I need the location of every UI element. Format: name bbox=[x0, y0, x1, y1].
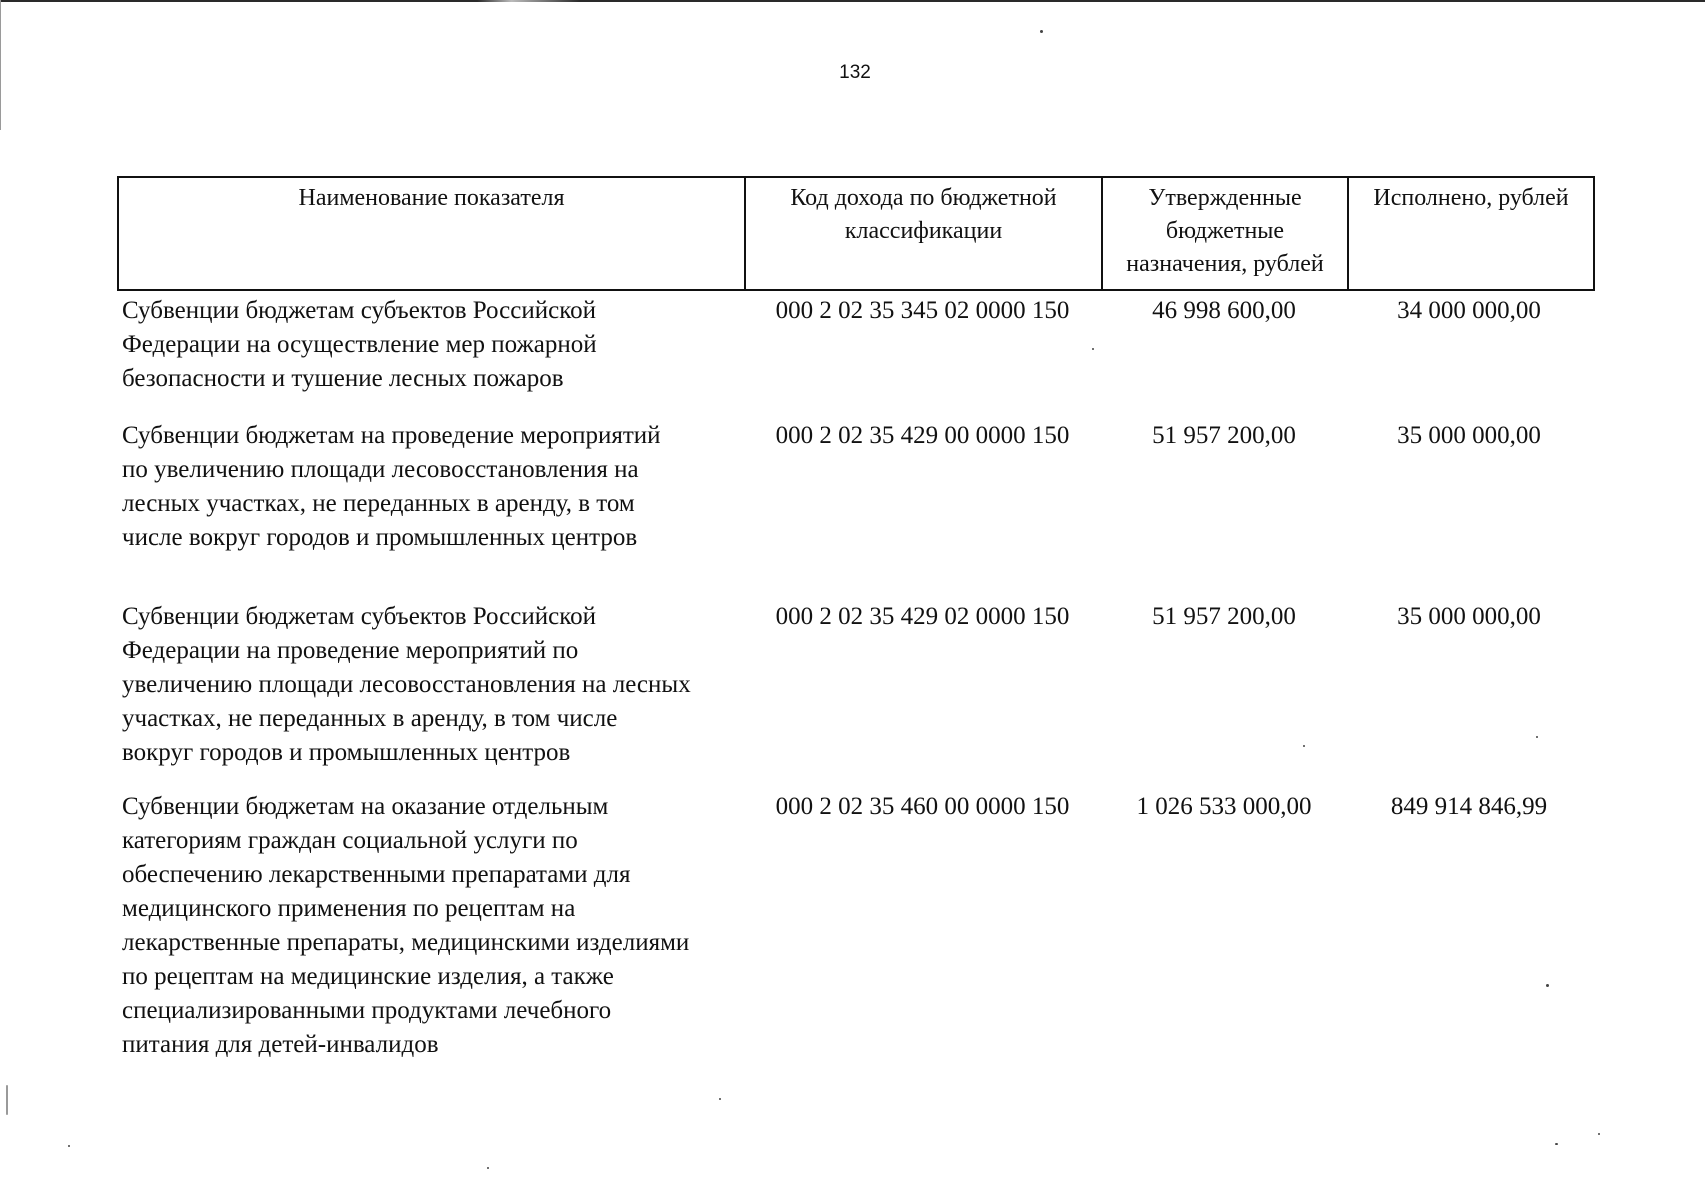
income-code-cell: 000 2 02 35 460 00 0000 150 bbox=[775, 793, 1070, 820]
header-executed bbox=[1349, 178, 1593, 289]
header-indicator-name bbox=[119, 178, 746, 289]
scan-speck bbox=[68, 1145, 70, 1147]
scan-edge-left bbox=[0, 0, 1, 130]
executed-amount-cell: 35 000 000,00 bbox=[1397, 422, 1541, 449]
header-approved bbox=[1103, 178, 1349, 289]
approved-amount-cell: 1 026 533 000,00 bbox=[1136, 793, 1312, 820]
indicator-name-line: питания для детей-инвалидов bbox=[122, 1031, 439, 1058]
indicator-name-line: Федерации на проведение мероприятий по bbox=[122, 637, 579, 664]
indicator-name-line: медицинского применения по рецептам на bbox=[122, 895, 576, 922]
indicator-name-line: обеспечению лекарственными препаратами для bbox=[122, 861, 631, 888]
indicator-name-line: лекарственные препараты, медицинскими изделиями bbox=[122, 929, 690, 956]
indicator-name-line: Субвенции бюджетам субъектов Российской bbox=[122, 297, 596, 324]
indicator-name-cell bbox=[117, 790, 744, 1062]
scan-speck bbox=[1303, 745, 1305, 747]
table-row bbox=[117, 294, 1595, 396]
indicator-name-line: участках, не переданных в аренду, в том числе bbox=[122, 705, 618, 732]
scan-speck bbox=[1555, 1143, 1558, 1145]
indicator-name-cell bbox=[117, 419, 744, 555]
executed-amount-cell: 35 000 000,00 bbox=[1397, 603, 1541, 630]
approved-amount-cell: 51 957 200,00 bbox=[1152, 422, 1296, 449]
scan-speck bbox=[1536, 736, 1538, 738]
header-text: классификации bbox=[844, 218, 1003, 244]
page-number: 132 bbox=[839, 62, 871, 83]
scan-speck bbox=[1598, 1133, 1600, 1135]
indicator-name-cell bbox=[117, 294, 744, 396]
scan-speck bbox=[487, 1167, 489, 1169]
table-row bbox=[117, 600, 1595, 770]
indicator-name-line: Федерации на осуществление мер пожарной bbox=[122, 331, 597, 358]
income-code-cell: 000 2 02 35 345 02 0000 150 bbox=[775, 297, 1070, 324]
indicator-name-line: Субвенции бюджетам на оказание отдельным bbox=[122, 793, 609, 820]
indicator-name-line: специализированными продуктами лечебного bbox=[122, 997, 612, 1024]
scan-speck bbox=[719, 1098, 721, 1100]
indicator-name-line: вокруг городов и промышленных центров bbox=[122, 739, 571, 766]
scan-speck bbox=[6, 1085, 8, 1115]
scan-speck bbox=[1546, 984, 1549, 987]
scan-edge-top bbox=[0, 0, 1705, 2]
indicator-name-line: увеличению площади лесовосстановления на лесных bbox=[122, 671, 691, 698]
indicator-name-line: по увеличению площади лесовосстановления на bbox=[122, 456, 639, 483]
table-header bbox=[117, 176, 1595, 291]
header-text: Код дохода по бюджетной bbox=[790, 185, 1057, 211]
header-text: бюджетные bbox=[1165, 218, 1285, 244]
table-row bbox=[117, 419, 1595, 555]
indicator-name-line: по рецептам на медицинские изделия, а также bbox=[122, 963, 614, 990]
indicator-name-line: безопасности и тушение лесных пожаров bbox=[122, 365, 564, 392]
indicator-name-line: лесных участках, не переданных в аренду, в том bbox=[122, 490, 635, 517]
executed-amount-cell: 34 000 000,00 bbox=[1397, 297, 1541, 324]
indicator-name-cell bbox=[117, 600, 744, 770]
indicator-name-line: Субвенции бюджетам на проведение мероприятий bbox=[122, 422, 661, 449]
header-income-code bbox=[746, 178, 1103, 289]
approved-amount-cell: 51 957 200,00 bbox=[1152, 603, 1296, 630]
executed-amount-cell: 849 914 846,99 bbox=[1390, 793, 1548, 820]
income-code-cell: 000 2 02 35 429 00 0000 150 bbox=[775, 422, 1070, 449]
approved-amount-cell: 46 998 600,00 bbox=[1152, 297, 1296, 324]
indicator-name-line: числе вокруг городов и промышленных центров bbox=[122, 524, 638, 551]
scan-speck bbox=[1040, 30, 1043, 33]
table-row bbox=[117, 790, 1595, 1062]
header-text: Исполнено, рублей bbox=[1373, 185, 1569, 211]
income-code-cell: 000 2 02 35 429 02 0000 150 bbox=[775, 603, 1070, 630]
scan-speck bbox=[1092, 348, 1094, 350]
indicator-name-line: категориям граждан социальной услуги по bbox=[122, 827, 578, 854]
header-text: Утвержденные bbox=[1148, 185, 1302, 211]
indicator-name-line: Субвенции бюджетам субъектов Российской bbox=[122, 603, 596, 630]
header-text: назначения, рублей bbox=[1126, 251, 1324, 277]
header-text: Наименование показателя bbox=[298, 185, 565, 211]
